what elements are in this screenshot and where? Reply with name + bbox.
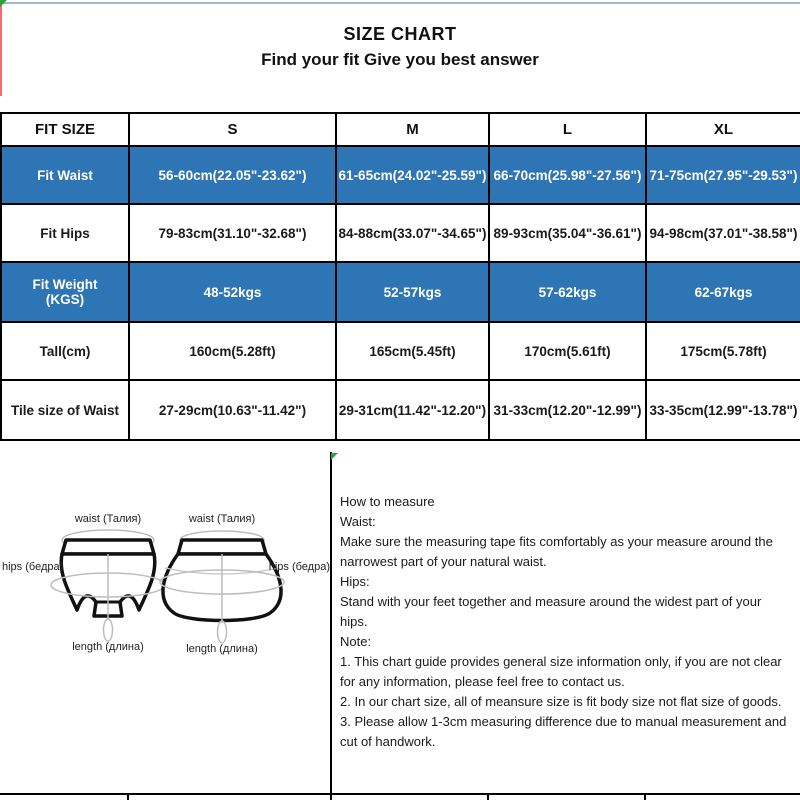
measure-line: Stand with your feet together and measure around the widest part of your hips. <box>340 594 762 629</box>
table-cell: 52-57kgs <box>336 262 489 322</box>
measure-line: Waist: <box>340 514 376 529</box>
table-row <box>1 204 800 262</box>
highwaist-waistband <box>178 540 266 554</box>
bottom-grid-tick <box>487 795 489 800</box>
measure-line: 3. Please allow 1-3cm measuring difference due to manual measurement and cut of handwork. <box>340 714 787 749</box>
highwaist-panty-diagram <box>160 513 330 655</box>
brief-panty-diagram <box>2 513 165 653</box>
table-cell: 170cm(5.61ft) <box>489 322 646 380</box>
size-table-body <box>1 146 800 440</box>
measure-line: How to measure <box>340 494 435 509</box>
brief-length-label: length (длина) <box>72 641 144 653</box>
table-cell: 61-65cm(24.02"-25.59") <box>336 146 489 204</box>
table-cell: 57-62kgs <box>489 262 646 322</box>
table-cell: 71-75cm(27.95"-29.53") <box>646 146 800 204</box>
table-row <box>1 146 800 204</box>
highwaist-waist-label: waist (Талия) <box>188 513 256 525</box>
brief-length-drop <box>104 619 113 641</box>
bottom-grid-tick <box>644 795 646 800</box>
row-label: Fit Waist <box>1 146 129 204</box>
measurement-diagrams <box>0 452 331 795</box>
brief-waistband <box>62 540 154 554</box>
column-header: S <box>129 113 336 146</box>
measure-line: Hips: <box>340 574 370 589</box>
row-label: Tall(cm) <box>1 322 129 380</box>
page-subtitle: Find your fit Give you best answer <box>261 50 539 69</box>
top-edge-line <box>0 2 800 4</box>
table-cell: 79-83cm(31.10"-32.68") <box>129 204 336 262</box>
row-label: Fit Hips <box>1 204 129 262</box>
table-cell: 175cm(5.78ft) <box>646 322 800 380</box>
highwaist-length-label: length (длина) <box>186 643 258 655</box>
bottom-grid-tick <box>127 795 129 800</box>
left-edge-red-line <box>0 0 2 96</box>
bottom-grid-tick <box>330 795 332 800</box>
page-title: SIZE CHART <box>343 24 457 44</box>
table-row <box>1 262 800 322</box>
size-table-header <box>1 113 800 146</box>
table-cell: 56-60cm(22.05"-23.62") <box>129 146 336 204</box>
size-table <box>0 112 800 441</box>
header-row <box>1 113 800 146</box>
table-cell: 94-98cm(37.01"-38.58") <box>646 204 800 262</box>
how-to-measure-text <box>340 492 792 752</box>
table-cell: 66-70cm(25.98"-27.56") <box>489 146 646 204</box>
table-cell: 62-67kgs <box>646 262 800 322</box>
measure-line: Note: <box>340 634 372 649</box>
table-cell: 33-35cm(12.99"-13.78") <box>646 380 800 440</box>
column-header: FIT SIZE <box>1 113 129 146</box>
row-label: Tile size of Waist <box>1 380 129 440</box>
table-cell: 165cm(5.45ft) <box>336 322 489 380</box>
measure-line: 2. In our chart size, all of meansure size is fit body size not flat size of goods. <box>340 694 782 709</box>
table-cell: 29-31cm(11.42"-12.20") <box>336 380 489 440</box>
table-cell: 84-88cm(33.07"-34.65") <box>336 204 489 262</box>
bottom-edge-line <box>0 793 800 795</box>
table-cell: 160cm(5.28ft) <box>129 322 336 380</box>
table-cell: 31-33cm(12.20"-12.99") <box>489 380 646 440</box>
measure-line: 1. This chart guide provides general size information only, if you are not clear for any information, please feel free to contact us. <box>340 654 782 689</box>
brief-hips-label: hips (бедра) <box>2 561 64 573</box>
green-divider-mark-icon <box>331 453 338 460</box>
column-header: L <box>489 113 646 146</box>
highwaist-length-drop <box>218 621 227 643</box>
row-label: Fit Weight (KGS) <box>1 262 129 322</box>
table-row <box>1 380 800 440</box>
measure-line: Make sure the measuring tape fits comfortably as your measure around the narrowest part of your natural waist. <box>340 534 773 569</box>
column-header: M <box>336 113 489 146</box>
table-cell: 89-93cm(35.04"-36.61") <box>489 204 646 262</box>
table-cell: 48-52kgs <box>129 262 336 322</box>
green-corner-mark-icon <box>0 0 7 7</box>
highwaist-hips-label: hips (бедра) <box>268 561 330 573</box>
table-row <box>1 322 800 380</box>
brief-waist-label: waist (Талия) <box>74 513 142 525</box>
column-header: XL <box>646 113 800 146</box>
table-cell: 27-29cm(10.63"-11.42") <box>129 380 336 440</box>
